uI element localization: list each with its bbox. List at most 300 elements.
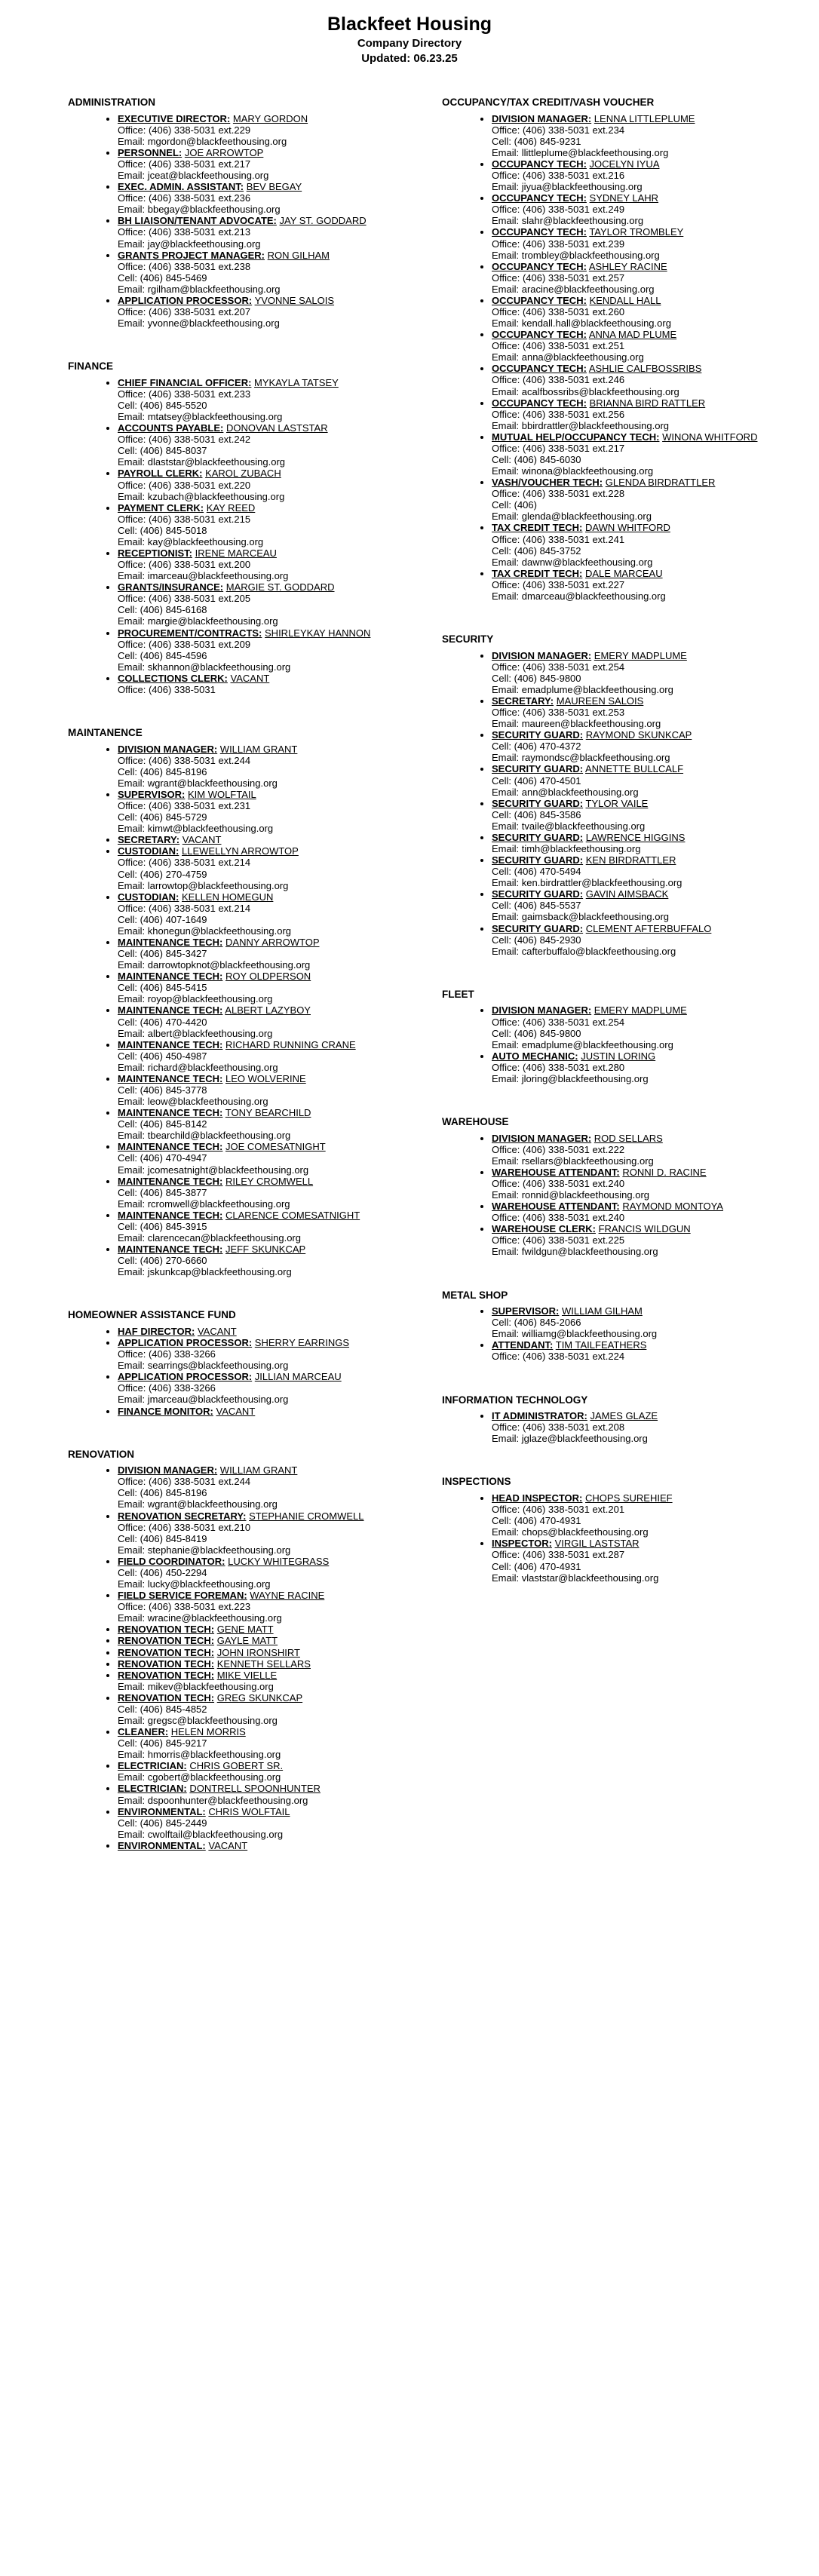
staff-name: GAVIN AIMSBACK <box>585 888 669 900</box>
contact-line: Email: dmarceau@blackfeethousing.org <box>492 590 666 602</box>
job-title: SUPERVISOR: <box>492 1305 560 1317</box>
contact-line: Email: dawnw@blackfeethousing.org <box>492 556 653 568</box>
staff-name: ANNETTE BULLCALF <box>585 763 684 775</box>
staff-name: LENNA LITTLEPLUME <box>594 112 695 124</box>
staff-name: KIM WOLFTAIL <box>187 788 256 800</box>
contact-line: Cell: (406) 470-4931 <box>492 1515 581 1527</box>
contact-line: Email: imarceau@blackfeethousing.org <box>118 570 289 582</box>
staff-name: YVONNE SALOIS <box>254 294 335 306</box>
job-title: SECURITY GUARD: <box>492 797 584 809</box>
section-title: SECURITY <box>442 633 494 646</box>
staff-entry <box>118 744 415 789</box>
staff-entry <box>118 789 415 834</box>
staff-entry <box>492 888 796 922</box>
staff-name: RONNI D. RACINE <box>622 1166 707 1178</box>
staff-name: JOE COMESATNIGHT <box>225 1141 326 1153</box>
staff-name: JOHN IRONSHIRT <box>216 1646 300 1658</box>
contact-line: Cell: (406) 270-4759 <box>118 868 207 880</box>
staff-entry <box>118 1210 415 1244</box>
staff-name: ANNA MAD PLUME <box>588 329 677 341</box>
staff-name: MARY GORDON <box>232 112 308 124</box>
contact-line: Cell: (406) 470-4931 <box>492 1560 581 1572</box>
staff-entry <box>492 923 796 957</box>
contact-line: Office: (406) 338-5031 ext.215 <box>118 513 251 525</box>
contact-line: Cell: (406) 845-9231 <box>492 135 581 147</box>
document-title: Blackfeet Housing <box>327 14 492 35</box>
staff-name: DONTRELL SPOONHUNTER <box>189 1783 321 1795</box>
section-title: INFORMATION TECHNOLOGY <box>442 1394 588 1406</box>
staff-entry <box>118 547 415 581</box>
staff-name: GAYLE MATT <box>216 1635 278 1647</box>
contact-line: Office: (406) 338-5031 ext.210 <box>118 1521 251 1533</box>
document-subtitle: Company Directory <box>357 37 462 50</box>
contact-line: Office: (406) 338-5031 ext.234 <box>492 124 625 136</box>
contact-line: Cell: (406) 845-2066 <box>492 1317 581 1329</box>
contact-line: Office: (406) 338-5031 <box>118 683 216 695</box>
contact-line: Email: acalfbossribs@blackfeethousing.org <box>492 385 679 397</box>
job-title: MAINTENANCE TECH: <box>118 1107 223 1119</box>
staff-entry <box>492 1223 796 1257</box>
staff-list <box>442 1305 796 1362</box>
contact-line: Office: (406) 338-5031 ext.242 <box>118 434 251 446</box>
contact-line: Office: (406) 338-5031 ext.227 <box>492 578 625 590</box>
contact-line: Email: clarencecan@blackfeethousing.org <box>118 1232 301 1244</box>
contact-line: Office: (406) 338-5031 ext.241 <box>492 533 625 545</box>
department-section <box>442 1476 796 1583</box>
staff-name: JOCELYN IYUA <box>589 158 660 170</box>
contact-line: Cell: (406) 845-2449 <box>118 1817 207 1829</box>
staff-name: DANNY ARROWTOP <box>225 936 320 948</box>
contact-line: Cell: (406) 845-5018 <box>118 524 207 536</box>
staff-name: JILLIAN MARCEAU <box>254 1371 342 1383</box>
contact-line: Email: royop@blackfeethousing.org <box>118 993 273 1005</box>
staff-entry <box>118 1039 415 1073</box>
contact-line: Office: (406) 338-5031 ext.229 <box>118 124 251 136</box>
staff-entry <box>492 261 796 295</box>
staff-name: KAY REED <box>206 501 256 514</box>
contact-line: Cell: (406) 845-9217 <box>118 1737 207 1750</box>
staff-entry <box>492 522 796 567</box>
contact-line: Office: (406) 338-5031 ext.238 <box>118 260 251 272</box>
contact-line: Email: lucky@blackfeethousing.org <box>118 1578 271 1590</box>
staff-name: KENDALL HALL <box>589 294 661 306</box>
department-section <box>68 1449 415 1851</box>
staff-entry <box>492 431 796 477</box>
job-title: OCCUPANCY TECH: <box>492 329 587 341</box>
job-title: CLEANER: <box>118 1726 169 1738</box>
contact-line: Email: cwolftail@blackfeethousing.org <box>118 1828 284 1840</box>
contact-line: Email: bbegay@blackfeethousing.org <box>118 204 281 216</box>
staff-entry <box>492 363 796 397</box>
staff-entry <box>118 468 415 501</box>
staff-name: VACANT <box>230 672 270 684</box>
job-title: DIVISION MANAGER: <box>492 112 592 124</box>
job-title: ENVIRONMENTAL: <box>118 1805 206 1817</box>
contact-line: Email: kimwt@blackfeethousing.org <box>118 823 274 835</box>
right-column <box>442 97 796 1615</box>
contact-line: Office: (406) 338-5031 ext.254 <box>492 1016 625 1028</box>
job-title: CUSTODIAN: <box>118 891 179 903</box>
staff-entry <box>118 1510 415 1556</box>
contact-line: Cell: (406) 845-8196 <box>118 1487 207 1499</box>
staff-name: ROY OLDPERSON <box>225 971 311 983</box>
job-title: OCCUPANCY TECH: <box>492 294 587 306</box>
contact-line: Cell: (406) 845-3778 <box>118 1084 207 1096</box>
job-title: RENOVATION SECRETARY: <box>118 1510 247 1522</box>
contact-line: Office: (406) 338-5031 ext.244 <box>118 1476 251 1488</box>
job-title: SECURITY GUARD: <box>492 854 584 866</box>
contact-line: Cell: (406) 845-8037 <box>118 445 207 457</box>
job-title: MAINTENANCE TECH: <box>118 1038 223 1050</box>
staff-entry <box>118 1692 415 1726</box>
staff-name: CHRIS WOLFTAIL <box>208 1805 290 1817</box>
job-title: SECRETARY: <box>118 834 180 846</box>
contact-line: Office: (406) 338-5031 ext.280 <box>492 1061 625 1073</box>
staff-entry <box>118 1464 415 1510</box>
contact-line: Office: (406) 338-5031 ext.249 <box>492 204 625 216</box>
job-title: APPLICATION PROCESSOR: <box>118 294 253 306</box>
staff-entry <box>118 1141 415 1175</box>
contact-line: Office: (406) 338-5031 ext.246 <box>492 374 625 386</box>
contact-line: Email: emadplume@blackfeethousing.org <box>492 683 673 695</box>
staff-list <box>442 113 796 602</box>
staff-name: SHERRY EARRINGS <box>254 1337 350 1349</box>
staff-entry <box>118 1670 415 1692</box>
contact-line: Office: (406) 338-5031 ext.287 <box>492 1549 625 1561</box>
staff-entry <box>118 1406 415 1417</box>
staff-entry <box>492 763 796 797</box>
staff-entry <box>118 1556 415 1590</box>
section-title: METAL SHOP <box>442 1289 508 1301</box>
staff-name: GENE MATT <box>216 1624 274 1636</box>
job-title: MAINTENANCE TECH: <box>118 1175 223 1187</box>
department-section <box>68 360 415 695</box>
staff-list <box>442 1004 796 1084</box>
staff-name: RILEY CROMWELL <box>225 1175 314 1187</box>
job-title: OCCUPANCY TECH: <box>492 226 587 238</box>
contact-line: Email: mgordon@blackfeethousing.org <box>118 135 287 147</box>
contact-line: Cell: (406) 470-4501 <box>492 774 581 787</box>
contact-line: Cell: (406) 845-4852 <box>118 1703 207 1715</box>
staff-entry <box>118 250 415 295</box>
job-title: OCCUPANCY TECH: <box>492 260 587 272</box>
contact-line: Cell: (406) 270-6660 <box>118 1255 207 1267</box>
job-title: MAINTENANCE TECH: <box>118 1004 223 1017</box>
contact-line: Office: (406) 338-5031 ext.228 <box>492 488 625 500</box>
staff-entry <box>492 113 796 158</box>
staff-name: WINONA WHITFORD <box>662 431 758 443</box>
contact-line: Email: rsellars@blackfeethousing.org <box>492 1155 654 1167</box>
staff-name: JOE ARROWTOP <box>184 146 264 158</box>
job-title: COLLECTIONS CLERK: <box>118 672 228 684</box>
staff-entry <box>118 1658 415 1670</box>
staff-entry <box>118 627 415 673</box>
staff-list <box>442 1133 796 1258</box>
job-title: WAREHOUSE ATTENDANT: <box>492 1166 620 1178</box>
staff-name: TAYLOR TROMBLEY <box>589 226 684 238</box>
contact-line: Email: dlaststar@blackfeethousing.org <box>118 456 286 468</box>
contact-line: Office: (406) 338-5031 ext.207 <box>118 305 251 317</box>
job-title: PAYROLL CLERK: <box>118 468 203 480</box>
contact-line: Email: trombley@blackfeethousing.org <box>492 249 660 261</box>
contact-line: Email: leow@blackfeethousing.org <box>118 1096 268 1108</box>
job-title: EXEC. ADMIN. ASSISTANT: <box>118 181 244 193</box>
contact-line: Email: winona@blackfeethousing.org <box>492 465 654 477</box>
staff-name: JAY ST. GODDARD <box>279 215 367 227</box>
staff-entry <box>118 673 415 695</box>
staff-list <box>68 1464 415 1851</box>
contact-line: Email: maureen@blackfeethousing.org <box>492 718 661 730</box>
updated-date: Updated: 06.23.25 <box>361 52 458 65</box>
job-title: DIVISION MANAGER: <box>492 649 592 661</box>
staff-list <box>68 113 415 329</box>
contact-line: Cell: (406) 470-4372 <box>492 741 581 753</box>
staff-entry <box>492 1538 796 1583</box>
job-title: MAINTENANCE TECH: <box>118 936 223 948</box>
staff-name: RON GILHAM <box>267 249 330 261</box>
contact-line: Email: anna@blackfeethousing.org <box>492 351 644 363</box>
section-title: FINANCE <box>68 360 113 373</box>
job-title: WAREHOUSE CLERK: <box>492 1223 596 1235</box>
contact-line: Office: (406) 338-5031 ext.214 <box>118 857 251 869</box>
section-title: HOMEOWNER ASSISTANCE FUND <box>68 1309 236 1321</box>
staff-name: CLARENCE COMESATNIGHT <box>225 1209 360 1221</box>
staff-name: MYKAYLA TATSEY <box>254 376 339 388</box>
contact-line: Email: searrings@blackfeethousing.org <box>118 1360 289 1372</box>
contact-line: Office: (406) 338-5031 ext.217 <box>492 442 625 454</box>
contact-line: Email: jay@blackfeethousing.org <box>118 238 261 250</box>
staff-entry <box>492 1167 796 1201</box>
job-title: RECEPTIONIST: <box>118 547 192 559</box>
contact-line: Office: (406) 338-3266 <box>118 1348 216 1360</box>
job-title: PERSONNEL: <box>118 146 183 158</box>
contact-line: Cell: (406) 470-5494 <box>492 866 581 878</box>
staff-list <box>442 1410 796 1444</box>
job-title: MAINTENANCE TECH: <box>118 1209 223 1221</box>
staff-entry <box>118 215 415 249</box>
staff-name: SYDNEY LAHR <box>589 192 659 204</box>
staff-entry <box>118 1726 415 1760</box>
staff-entry <box>492 650 796 695</box>
staff-entry <box>118 377 415 422</box>
contact-line: Cell: (406) <box>492 499 537 511</box>
contact-line: Email: emadplume@blackfeethousing.org <box>492 1038 673 1050</box>
staff-name: SHIRLEYKAY HANNON <box>265 627 371 639</box>
staff-name: EMERY MADPLUME <box>594 649 687 661</box>
contact-line: Office: (406) 338-5031 ext.244 <box>118 754 251 766</box>
contact-line: Cell: (406) 845-5469 <box>118 271 207 284</box>
job-title: CUSTODIAN: <box>118 845 179 857</box>
staff-list <box>442 650 796 957</box>
left-column <box>68 97 415 1883</box>
contact-line: Cell: (406) 845-5415 <box>118 982 207 994</box>
staff-entry <box>118 1073 415 1107</box>
job-title: RENOVATION TECH: <box>118 1669 215 1681</box>
job-title: SECURITY GUARD: <box>492 922 584 934</box>
staff-name: KEN BIRDRATTLER <box>585 854 676 866</box>
staff-entry <box>118 845 415 891</box>
job-title: BH LIAISON/TENANT ADVOCATE: <box>118 215 277 227</box>
contact-line: Email: khonegun@blackfeethousing.org <box>118 925 292 937</box>
staff-name: MIKE VIELLE <box>216 1669 278 1681</box>
contact-line: Cell: (406) 845-2930 <box>492 934 581 946</box>
contact-line: Email: mtatsey@blackfeethousing.org <box>118 411 283 423</box>
job-title: ELECTRICIAN: <box>118 1783 187 1795</box>
contact-line: Office: (406) 338-5031 ext.201 <box>492 1504 625 1516</box>
staff-entry <box>492 1410 796 1444</box>
contact-line: Office: (406) 338-5031 ext.233 <box>118 388 251 400</box>
staff-entry <box>492 1133 796 1167</box>
job-title: DIVISION MANAGER: <box>492 1132 592 1144</box>
section-title: INSPECTIONS <box>442 1476 511 1488</box>
job-title: DIVISION MANAGER: <box>118 1464 218 1477</box>
staff-name: ASHLEY RACINE <box>588 260 667 272</box>
staff-entry <box>492 1201 796 1223</box>
staff-list <box>68 377 415 695</box>
contact-line: Email: jcomesatnight@blackfeethousing.org <box>118 1164 309 1176</box>
job-title: GRANTS/INSURANCE: <box>118 581 224 593</box>
staff-entry <box>118 502 415 547</box>
job-title: MAINTENANCE TECH: <box>118 971 223 983</box>
contact-line: Cell: (406) 407-1649 <box>118 913 207 925</box>
staff-name: JUSTIN LORING <box>581 1050 656 1062</box>
contact-line: Email: tvaile@blackfeethousing.org <box>492 820 646 832</box>
section-title: FLEET <box>442 988 474 1000</box>
job-title: MAINTENANCE TECH: <box>118 1244 223 1256</box>
contact-line: Email: chops@blackfeethousing.org <box>492 1526 649 1538</box>
contact-line: Email: cgobert@blackfeethousing.org <box>118 1771 281 1783</box>
contact-line: Office: (406) 338-5031 ext.224 <box>492 1351 625 1363</box>
contact-line: Email: raymondsc@blackfeethousing.org <box>492 752 670 764</box>
contact-line: Office: (406) 338-5031 ext.214 <box>118 902 251 914</box>
staff-entry <box>118 891 415 937</box>
job-title: HEAD INSPECTOR: <box>492 1492 583 1504</box>
job-title: PROCUREMENT/CONTRACTS: <box>118 627 262 639</box>
staff-entry <box>118 1635 415 1646</box>
job-title: OCCUPANCY TECH: <box>492 397 587 409</box>
staff-entry <box>492 1492 796 1538</box>
staff-name: ASHLIE CALFBOSSRIBS <box>588 363 702 375</box>
contact-line: Cell: (406) 450-4987 <box>118 1050 207 1062</box>
staff-entry <box>118 1760 415 1783</box>
staff-name: RICHARD RUNNING CRANE <box>225 1038 356 1050</box>
contact-line: Cell: (406) 845-9800 <box>492 1027 581 1039</box>
contact-line: Email: albert@blackfeethousing.org <box>118 1027 273 1039</box>
staff-name: ROD SELLARS <box>594 1132 663 1144</box>
contact-line: Office: (406) 338-5031 ext.257 <box>492 271 625 284</box>
section-title: WAREHOUSE <box>442 1115 509 1127</box>
document-header <box>0 0 819 66</box>
department-section <box>442 989 796 1084</box>
staff-name: TYLOR VAILE <box>585 797 649 809</box>
contact-line: Office: (406) 338-5031 ext.222 <box>492 1143 625 1155</box>
job-title: RENOVATION TECH: <box>118 1646 215 1658</box>
staff-name: CHOPS SUREHIEF <box>585 1492 673 1504</box>
contact-line: Email: jskunkcap@blackfeethousing.org <box>118 1266 292 1278</box>
contact-line: Cell: (406) 845-9800 <box>492 672 581 684</box>
staff-entry <box>492 477 796 522</box>
job-title: INSPECTOR: <box>492 1538 552 1550</box>
contact-line: Office: (406) 338-5031 ext.208 <box>492 1421 625 1434</box>
staff-name: EMERY MADPLUME <box>594 1004 687 1017</box>
contact-line: Email: williamg@blackfeethousing.org <box>492 1328 658 1340</box>
staff-entry <box>118 1806 415 1840</box>
contact-line: Email: rcromwell@blackfeethousing.org <box>118 1198 290 1210</box>
staff-name: WILLIAM GRANT <box>219 743 298 755</box>
job-title: SECRETARY: <box>492 695 554 707</box>
contact-line: Email: vlaststar@blackfeethousing.org <box>492 1572 659 1584</box>
contact-line: Email: aracine@blackfeethousing.org <box>492 283 655 295</box>
contact-line: Office: (406) 338-5031 ext.256 <box>492 408 625 420</box>
contact-line: Email: ken.birdrattler@blackfeethousing.org <box>492 877 682 889</box>
contact-line: Office: (406) 338-5031 ext.253 <box>492 707 625 719</box>
contact-line: Email: mikev@blackfeethousing.org <box>118 1680 274 1692</box>
job-title: SECURITY GUARD: <box>492 729 584 741</box>
staff-list <box>68 1326 415 1417</box>
staff-name: JEFF SKUNKCAP <box>225 1244 306 1256</box>
staff-name: BEV BEGAY <box>246 181 302 193</box>
contact-line: Email: fwildgun@blackfeethousing.org <box>492 1246 658 1258</box>
contact-line: Cell: (406) 845-5520 <box>118 399 207 411</box>
contact-line: Cell: (406) 845-5729 <box>118 811 207 823</box>
staff-entry <box>118 1244 415 1277</box>
job-title: IT ADMINISTRATOR: <box>492 1410 587 1422</box>
staff-name: BRIANNA BIRD RATTLER <box>589 397 706 409</box>
job-title: ACCOUNTS PAYABLE: <box>118 422 224 434</box>
job-title: HAF DIRECTOR: <box>118 1325 195 1337</box>
staff-name: DONOVAN LASTSTAR <box>226 422 328 434</box>
contact-line: Cell: (406) 845-3586 <box>492 808 581 820</box>
staff-entry <box>118 581 415 627</box>
staff-name: ALBERT LAZYBOY <box>225 1004 311 1017</box>
job-title: GRANTS PROJECT MANAGER: <box>118 249 265 261</box>
contact-line: Office: (406) 338-5031 ext.254 <box>492 661 625 673</box>
contact-line: Cell: (406) 845-6168 <box>118 604 207 616</box>
staff-entry <box>118 1107 415 1141</box>
job-title: WAREHOUSE ATTENDANT: <box>492 1201 620 1213</box>
contact-line: Office: (406) 338-5031 ext.240 <box>492 1212 625 1224</box>
job-title: RENOVATION TECH: <box>118 1635 215 1647</box>
contact-line: Email: tbearchild@blackfeethousing.org <box>118 1130 291 1142</box>
department-section <box>442 97 796 602</box>
staff-entry <box>492 1050 796 1084</box>
staff-entry <box>118 1337 415 1371</box>
contact-line: Email: skhannon@blackfeethousing.org <box>118 661 291 673</box>
job-title: SECURITY GUARD: <box>492 831 584 843</box>
staff-entry <box>118 834 415 845</box>
job-title: SECURITY GUARD: <box>492 888 584 900</box>
section-title: RENOVATION <box>68 1448 135 1460</box>
staff-entry <box>118 937 415 971</box>
staff-name: DALE MARCEAU <box>585 567 663 579</box>
staff-entry <box>118 1647 415 1658</box>
contact-line: Office: (406) 338-5031 ext.225 <box>492 1234 625 1247</box>
job-title: OCCUPANCY TECH: <box>492 158 587 170</box>
staff-name: VACANT <box>208 1839 248 1851</box>
job-title: DIVISION MANAGER: <box>118 743 218 755</box>
job-title: PAYMENT CLERK: <box>118 501 204 514</box>
department-section <box>68 97 415 329</box>
section-title: OCCUPANCY/TAX CREDIT/VASH VOUCHER <box>442 97 655 108</box>
job-title: VASH/VOUCHER TECH: <box>492 477 603 489</box>
contact-line: Office: (406) 338-5031 ext.239 <box>492 238 625 250</box>
staff-entry <box>118 147 415 181</box>
department-section <box>442 1290 796 1363</box>
contact-line: Email: darrowtopknot@blackfeethousing.org <box>118 959 311 971</box>
staff-name: KENNETH SELLARS <box>216 1658 311 1670</box>
staff-entry <box>492 1004 796 1050</box>
job-title: APPLICATION PROCESSOR: <box>118 1371 253 1383</box>
